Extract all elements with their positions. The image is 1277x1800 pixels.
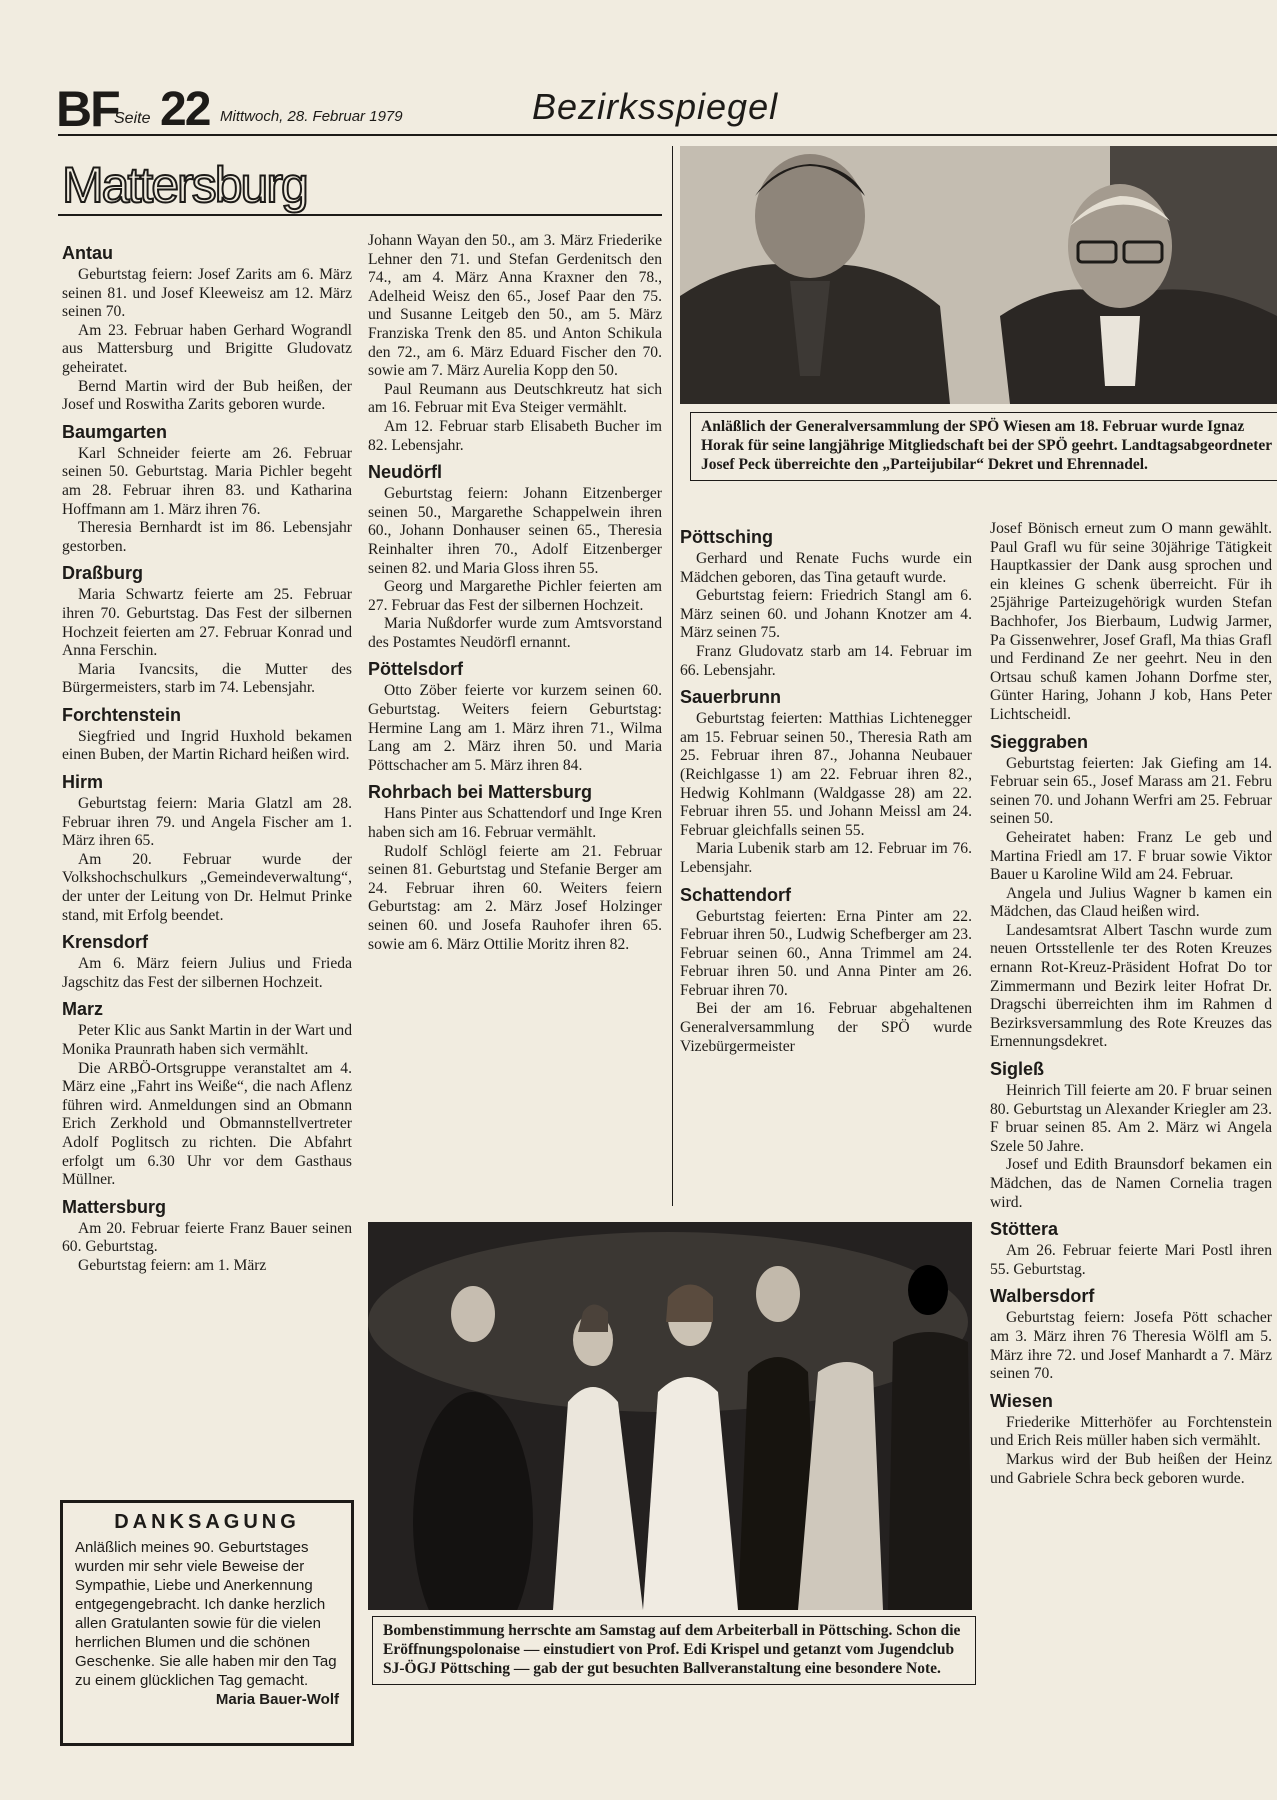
- news-paragraph: Am 20. Februar feierte Franz Bauer seinen 60. Geburtstag.: [62, 1219, 352, 1256]
- place-heading: Wiesen: [990, 1390, 1053, 1411]
- place-heading: Sieggraben: [990, 731, 1089, 752]
- column-3: [680, 520, 972, 1056]
- place-heading: Pöttsching: [680, 527, 773, 547]
- place-heading: Antau: [62, 243, 113, 263]
- news-paragraph: Josef Bönisch erneut zum O mann gewählt. Paul Grafl wu für seine 30jährige Tätigkeit Hauptkassier der Dank ausg sprochen und ein kleines G schenk überreicht. Für ih 25jährige Parteizugehörigk wurden Stefan Bachhofer, Jos Bierbaum, Ludwig Jarmer, Pa Gissenwehrer, Josef Grafl, Ma thias Grafl und Ferdinand Ze ner geehrt. Neu in den Ortsau schuß kamen Johann Dorfme ster, Günter Haring, Johann J kob, Hans Peter Lichtscheidl.: [990, 520, 1272, 723]
- news-paragraph: Geburtstag feierten: Jak Giefing am 14. Februar sein 65., Josef Marass am 21. Febru seinen 70. und Johann Werfri am 25. Februar seinen 50.: [990, 754, 1272, 828]
- column-4: [990, 520, 1272, 1488]
- photo-image-ball: [368, 1222, 972, 1610]
- news-paragraph: Maria Lubenik starb am 12. Februar im 76. Lebensjahr.: [680, 840, 972, 876]
- place-heading: Walbersdorf: [990, 1286, 1095, 1307]
- news-paragraph: Am 12. Februar starb Elisabeth Bucher im 82. Lebensjahr.: [368, 417, 662, 454]
- place-heading: Stöttera: [990, 1219, 1059, 1240]
- place-heading: Schattendorf: [680, 884, 792, 905]
- news-paragraph: Geheiratet haben: Franz Le geb und Martina Friedl am 17. F bruar sowie Viktor Bauer u Karoline Wild am 24. Februar.: [990, 828, 1272, 884]
- news-paragraph: Markus wird der Bub heißen der Heinz und Gabriele Schra beck geboren wurde.: [990, 1450, 1272, 1487]
- danksagung-title: DANKSAGUNG: [114, 1511, 300, 1533]
- news-paragraph: Geburtstag feiern: Johann Eitzenberger seinen 50., Margarethe Schappelwein ihren 60., Johann Donhauser seinen 65., Theresia Reinhalter ihren 70., Adolf Eitzenberger seinen 82. und Maria Gloss ihren 55.: [368, 485, 662, 577]
- news-paragraph: Bei der am 16. Februar abgehaltenen Generalversammlung der SPÖ wurde Vizebürgermeister: [680, 1000, 972, 1055]
- danksagung-signature: Maria Bauer-Wolf: [215, 1691, 339, 1708]
- news-paragraph: Geburtstag feierten: Erna Pinter am 22. Februar ihren 50., Ludwig Schefberger am 23. Februar seinen 60., Anna Trimmel am 24. Februar ihren 50. und Anna Pinter am 26. Februar ihren 70.: [680, 907, 972, 999]
- column-1: [62, 236, 352, 1276]
- column-2: [368, 232, 662, 954]
- news-paragraph: Otto Zöber feierte vor kurzem seinen 60. Geburtstag. Weiters feiern Geburtstag: Hermine Lang am 1. März ihren 71., Wilma Lang am 2. März ihren 50. und Maria Pöttschacher am 5. März ihren 84.: [368, 682, 662, 774]
- place-heading: Neudörfl: [368, 462, 442, 483]
- news-paragraph: Georg und Margarethe Pichler feierten am 27. Februar das Fest der silbernen Hochzeit.: [368, 578, 662, 614]
- news-paragraph: Angela und Julius Wagner b kamen ein Mädchen, das Claud heißen wird.: [990, 884, 1272, 921]
- news-paragraph: Geburtstag feiern: Josefa Pött schacher am 3. März ihren 76 Theresia Wölfl am 5. März ihre 72. und Josef Manhardt a 7. März seinen 70.: [990, 1309, 1272, 1383]
- news-paragraph: Geburtstag feiern: Friedrich Stangl am 6. März seinen 60. und Johann Knotzer am 4. März seinen 75.: [680, 587, 972, 642]
- place-heading: Pöttelsdorf: [368, 659, 464, 680]
- place-heading: Sauerbrunn: [680, 687, 782, 708]
- news-paragraph: Am 20. Februar wurde der Volkshochschulkurs „Gemeindeverwaltung“, der unter der Leitung von Dr. Helmut Prinke stand, mit Erfolg beendet.: [62, 850, 352, 924]
- place-heading: Baumgarten: [62, 421, 168, 442]
- town-rule: [58, 214, 662, 216]
- news-paragraph: Maria Ivancsits, die Mutter des Bürgermeisters, starb im 74. Lebensjahr.: [62, 660, 352, 697]
- news-paragraph: Hans Pinter aus Schattendorf und Inge Kren haben sich am 16. Februar vermählt.: [368, 805, 662, 842]
- news-paragraph: Theresia Bernhardt ist im 86. Lebensjahr gestorben.: [62, 519, 352, 555]
- place-heading: Krensdorf: [62, 932, 149, 953]
- logo: BF: [56, 81, 119, 137]
- photo-caption-top: Anläßlich der Generalversammlung der SPÖ Wiesen am 18. Februar wurde Ignaz Horak für seine langjährige Mitgliedschaft bei der SPÖ geehrt. Landtagsabgeordneter Josef Peck überreichte den „Parteijubilar“ Dekret und Ehrennadel.: [690, 412, 1277, 481]
- news-paragraph: Die ARBÖ-Ortsgruppe veranstaltet am 4. März eine „Fahrt ins Weiße“, die nach Aflenz führen wird. Anmeldungen sind an Obmann Erich Zerkhold und Obmannstellvertreter Adolf Poglitsch zu richten. Die Abfahrt erfolgt um 6.30 Uhr vor dem Gasthaus Müllner.: [62, 1059, 352, 1189]
- danksagung-box: [60, 1500, 354, 1746]
- page-number: 22: [160, 83, 210, 136]
- news-paragraph: Rudolf Schlögl feierte am 21. Februar seinen 81. Geburtstag und Stefanie Berger am 24. Februar ihren 60. Weiters feiern Geburtstag: am 2. März Josef Holzinger seinen 60. und Josefa Rauhofer ihren 65. sowie am 6. März Ottilie Moritz ihren 82.: [368, 842, 662, 953]
- news-paragraph: Bernd Martin wird der Bub heißen, der Josef und Roswitha Zarits geboren wurde.: [62, 377, 352, 414]
- photo-caption-bottom: Bombenstimmung herrschte am Samstag auf dem Arbeiterball in Pöttsching. Schon die Eröffnungspolonaise — einstudiert von Prof. Edi Krispel und getanzt vom Jugendclub SJ-ÖGJ Pöttsching — gab der gut besuchten Ballveranstaltung eine besondere Note.: [372, 1616, 976, 1685]
- page-label: Seite: [114, 110, 151, 127]
- section-title: Bezirksspiegel: [532, 86, 779, 127]
- place-heading: Rohrbach bei Mattersburg: [368, 782, 593, 803]
- news-paragraph: Johann Wayan den 50., am 3. März Friederike Lehner den 71. und Stefan Gerdenitsch den 74., am 4. März Anna Kraxner den 78., Adelheid Weisz den 65., Josef Paar den 75. und Susanne Leitgeb den 50., am 5. März Franziska Trenk den 85. und Anton Schikula den 72., am 6. März Eduard Fischer den 70. sowie am 7. März Aurelia Kopp den 50.: [368, 232, 662, 380]
- news-paragraph: Friederike Mitterhöfer au Forchtenstein und Erich Reis müller haben sich vermählt.: [990, 1413, 1272, 1450]
- danksagung-text: Anläßlich meines 90. Geburtstages wurden mir sehr viele Beweise der Sympathie, Liebe und Anerkennung entgegengebracht. Ich danke herzlich allen Gratulanten sowie für die vielen herrlichen Blumen und die schönen Geschenke. Sie alle haben mir den Tag zu einem glücklichen Tag gemacht.: [75, 1539, 337, 1689]
- news-paragraph: Paul Reumann aus Deutschkreutz hat sich am 16. Februar mit Eva Steiger vermählt.: [368, 380, 662, 417]
- town-heading: Mattersburg: [62, 157, 307, 213]
- news-paragraph: Josef und Edith Braunsdorf bekamen ein Mädchen, das de Namen Cornelia tragen wird.: [990, 1156, 1272, 1211]
- place-heading: Marz: [62, 999, 104, 1020]
- place-heading: Forchtenstein: [62, 704, 182, 725]
- news-paragraph: Peter Klic aus Sankt Martin in der Wart und Monika Praunrath haben sich vermählt.: [62, 1022, 352, 1058]
- news-paragraph: Karl Schneider feierte am 26. Februar seinen 50. Geburtstag. Maria Pichler begeht am 28. Februar ihren 83. und Katharina Hoffmann am 1. März ihren 76.: [62, 444, 352, 518]
- photo-image: [680, 146, 1277, 404]
- column-divider: [672, 146, 673, 1206]
- news-paragraph: Landesamtsrat Albert Taschn wurde zum neuen Ortsstellenle ter des Roten Kreuzes ernann Rot-Kreuz-Präsident Hofrat Do tor Zimmermann und Bezirk leiter Hofrat Dr. Dragschi überreichten ihm im Rahmen d Bezirksversammlung des Rote Kreuzes das Ernennungsdekret.: [990, 921, 1272, 1051]
- news-paragraph: Geburtstag feiern: Josef Zarits am 6. März seinen 81. und Josef Kleeweisz am 12. März seinen 70.: [62, 266, 352, 321]
- news-paragraph: Gerhard und Renate Fuchs wurde ein Mädchen geboren, das Tina getauft wurde.: [680, 550, 972, 586]
- news-paragraph: Maria Nußdorfer wurde zum Amtsvorstand des Postamtes Neudörfl ernannt.: [368, 615, 662, 651]
- header-rule: [58, 134, 1277, 136]
- place-heading: Mattersburg: [62, 1196, 167, 1217]
- place-heading: Hirm: [62, 772, 104, 793]
- photo-arbeiterball: [368, 1222, 972, 1610]
- issue-date: Mittwoch, 28. Februar 1979: [220, 108, 403, 125]
- news-paragraph: Franz Gludovatz starb am 14. Februar im 66. Lebensjahr.: [680, 642, 972, 679]
- place-heading: Draßburg: [62, 563, 143, 584]
- news-paragraph: Geburtstag feiern: Maria Glatzl am 28. Februar ihren 79. und Angela Fischer am 1. März ihren 65.: [62, 795, 352, 850]
- news-paragraph: Am 23. Februar haben Gerhard Wograndl aus Mattersburg und Brigitte Gludovatz geheiratet.: [62, 321, 352, 376]
- photo-generalversammlung: [680, 146, 1277, 404]
- place-heading: Sigleß: [990, 1059, 1045, 1080]
- news-paragraph: Geburtstag feierten: Matthias Lichtenegger am 15. Februar seinen 50., Theresia Rath am 25. Februar ihren 87., Johanna Neubauer (Reichlgasse 1) am 22. Februar ihren 82., Hedwig Kohlmann (Waldgasse 28) am 22. Februar ihren 55. und Johann Meissl am 24. Februar gleichfalls seinen 55.: [680, 710, 972, 839]
- news-paragraph: Am 6. März feiern Julius und Frieda Jagschitz das Fest der silbernen Hochzeit.: [62, 955, 352, 991]
- news-paragraph: Am 26. Februar feierte Mari Postl ihren 55. Geburtstag.: [990, 1242, 1272, 1278]
- news-paragraph: Siegfried und Ingrid Huxhold bekamen einen Buben, der Martin Richard heißen wird.: [62, 727, 352, 764]
- news-paragraph: Heinrich Till feierte am 20. F bruar seinen 80. Geburtstag un Alexander Kriegler am 23. F bruar seinen 85. Am 2. März wi Angela Szele 50 Jahre.: [990, 1082, 1272, 1155]
- news-paragraph: Geburtstag feiern: am 1. März: [78, 1256, 267, 1274]
- news-paragraph: Maria Schwartz feierte am 25. Februar ihren 70. Geburtstag. Das Fest der silbernen Hochzeit feierten am 27. Februar Konrad und Anna Ferschin.: [62, 586, 352, 660]
